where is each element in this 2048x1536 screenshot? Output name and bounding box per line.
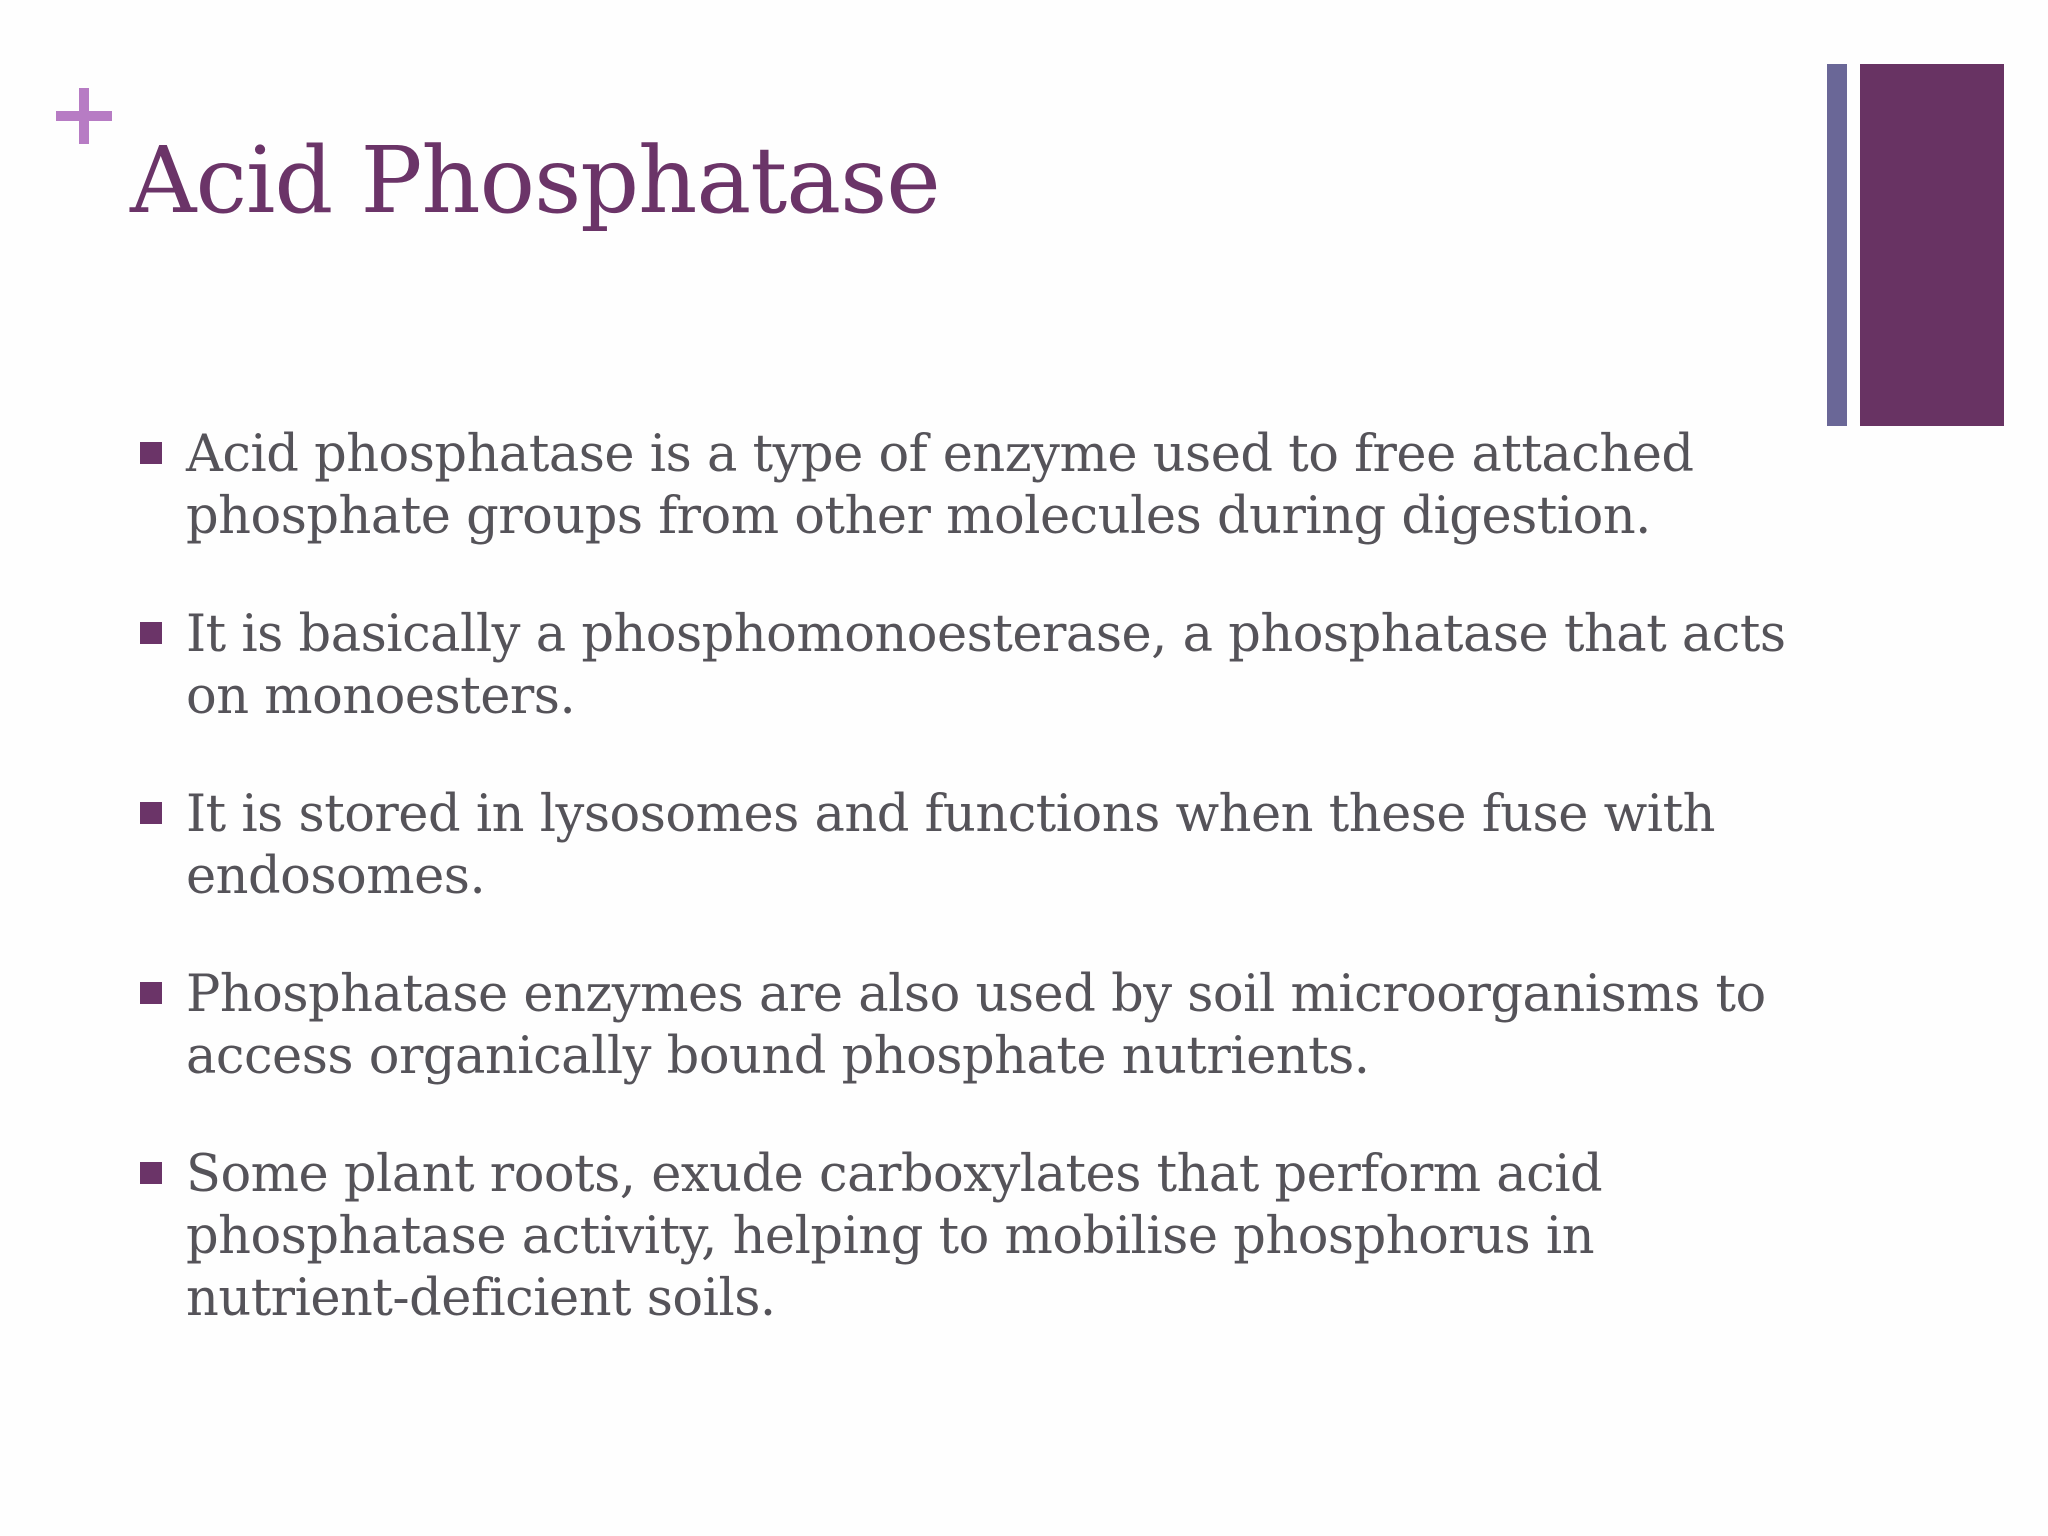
square-bullet-icon	[140, 802, 162, 824]
plus-icon	[56, 88, 112, 144]
square-bullet-icon	[140, 1162, 162, 1184]
bullet-item	[138, 1144, 1798, 1330]
bullet-item	[138, 964, 1798, 1088]
bullet-item	[138, 784, 1798, 908]
accent-bar-thin	[1827, 64, 1847, 426]
bullet-text: Phosphatase enzymes are also used by soil microorganisms to access organically bound phosphate nutrients.	[186, 965, 1766, 1086]
bullet-text: It is stored in lysosomes and functions when these fuse with endosomes.	[186, 785, 1715, 906]
accent-bar-thick	[1860, 64, 2004, 426]
bullet-text: Acid phosphatase is a type of enzyme used to free attached phosphate groups from other molecules during digestion.	[186, 425, 1694, 546]
slide-title: Acid Phosphatase	[130, 127, 940, 234]
bullet-item	[138, 424, 1798, 548]
square-bullet-icon	[140, 442, 162, 464]
bullet-text: Some plant roots, exude carboxylates that perform acid phosphatase activity, helping to mobilise phosphorus in nutrient-deficient soils.	[186, 1145, 1603, 1328]
bullet-item	[138, 604, 1798, 728]
bullet-text: It is basically a phosphomonoesterase, a phosphatase that acts on monoesters.	[186, 605, 1786, 726]
square-bullet-icon	[140, 622, 162, 644]
bullet-list	[138, 424, 1798, 1386]
square-bullet-icon	[140, 982, 162, 1004]
